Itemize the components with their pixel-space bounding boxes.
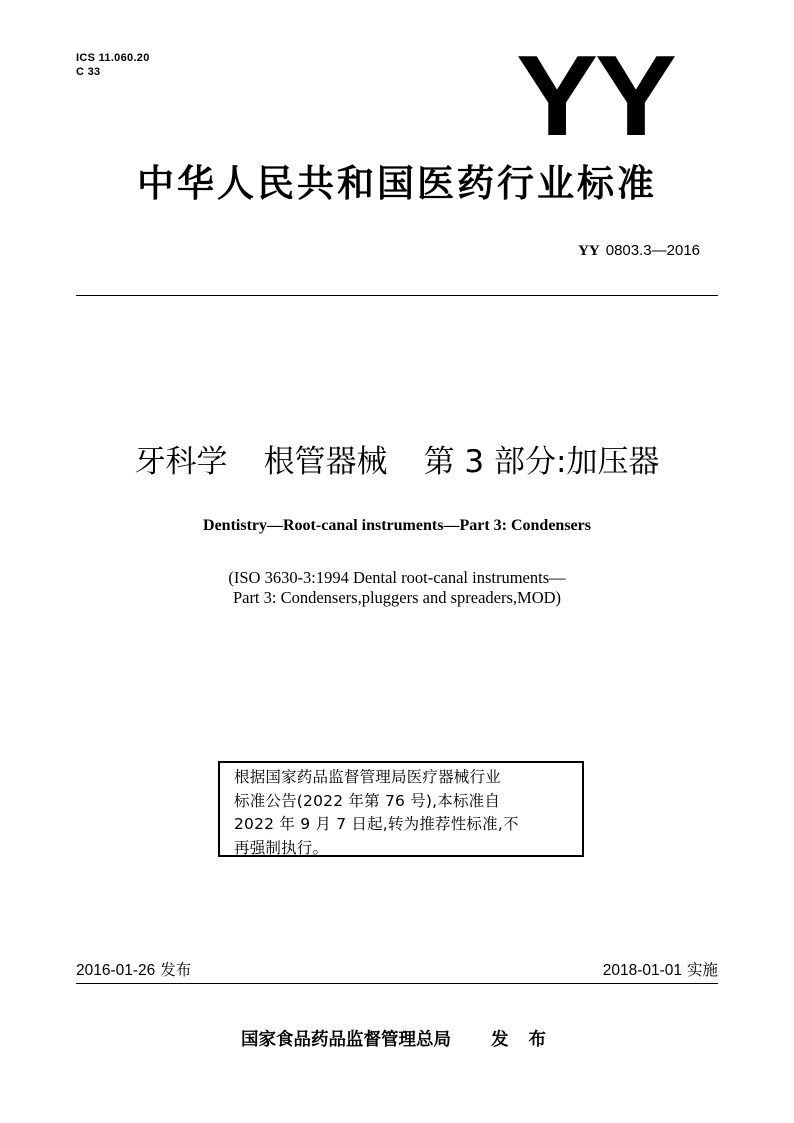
iso-reference (0, 568, 794, 608)
notice-line-3: 2022 年 9 月 7 日起,转为推荐性标准,不 (234, 815, 519, 833)
notice-line-1: 根据国家药品监督管理局医疗器械行业 (234, 768, 501, 786)
implementation-date-value: 2018-01-01 (602, 962, 683, 979)
classification-codes (76, 51, 150, 79)
title-part-3: 第 3 部分:加压器 (423, 444, 660, 480)
title-part-2: 根管器械 (263, 444, 388, 480)
issue-date-value: 2016-01-26 (76, 962, 156, 979)
standard-code: 0803.3—2016 (605, 242, 700, 259)
chinese-title (0, 442, 794, 482)
notice-line-4: 再强制执行。 (234, 838, 329, 857)
implementation-date-label: 实施 (686, 961, 718, 979)
ics-code: ICS 11.060.20 (76, 52, 150, 64)
publish-label: 发 布 (490, 1030, 554, 1050)
header-divider (76, 295, 718, 296)
yy-logo: YY (516, 33, 674, 160)
footer-divider (76, 983, 718, 984)
publisher-name: 国家食品药品监督管理总局 (240, 1030, 451, 1050)
notice-box (218, 761, 584, 857)
issue-date (76, 960, 191, 981)
english-title: Dentistry—Root-canal instruments—Part 3: Condensers (203, 517, 591, 534)
iso-reference-line-2: Part 3: Condensers,pluggers and spreaders,MOD) (232, 588, 562, 607)
iso-reference-line-1: (ISO 3630-3:1994 Dental root-canal instruments— (228, 568, 566, 587)
standard-prefix: YY (578, 243, 600, 259)
standard-number (578, 240, 700, 261)
notice-line-2: 标准公告(2022 年第 76 号),本标准自 (234, 791, 501, 810)
implementation-date (603, 960, 718, 981)
publisher-line (0, 1028, 794, 1052)
org-title: 中华人民共和国医药行业标准 (137, 162, 657, 205)
ccs-code: C 33 (76, 66, 101, 78)
issue-date-label: 发布 (160, 961, 192, 979)
title-part-1: 牙科学 (134, 444, 228, 480)
